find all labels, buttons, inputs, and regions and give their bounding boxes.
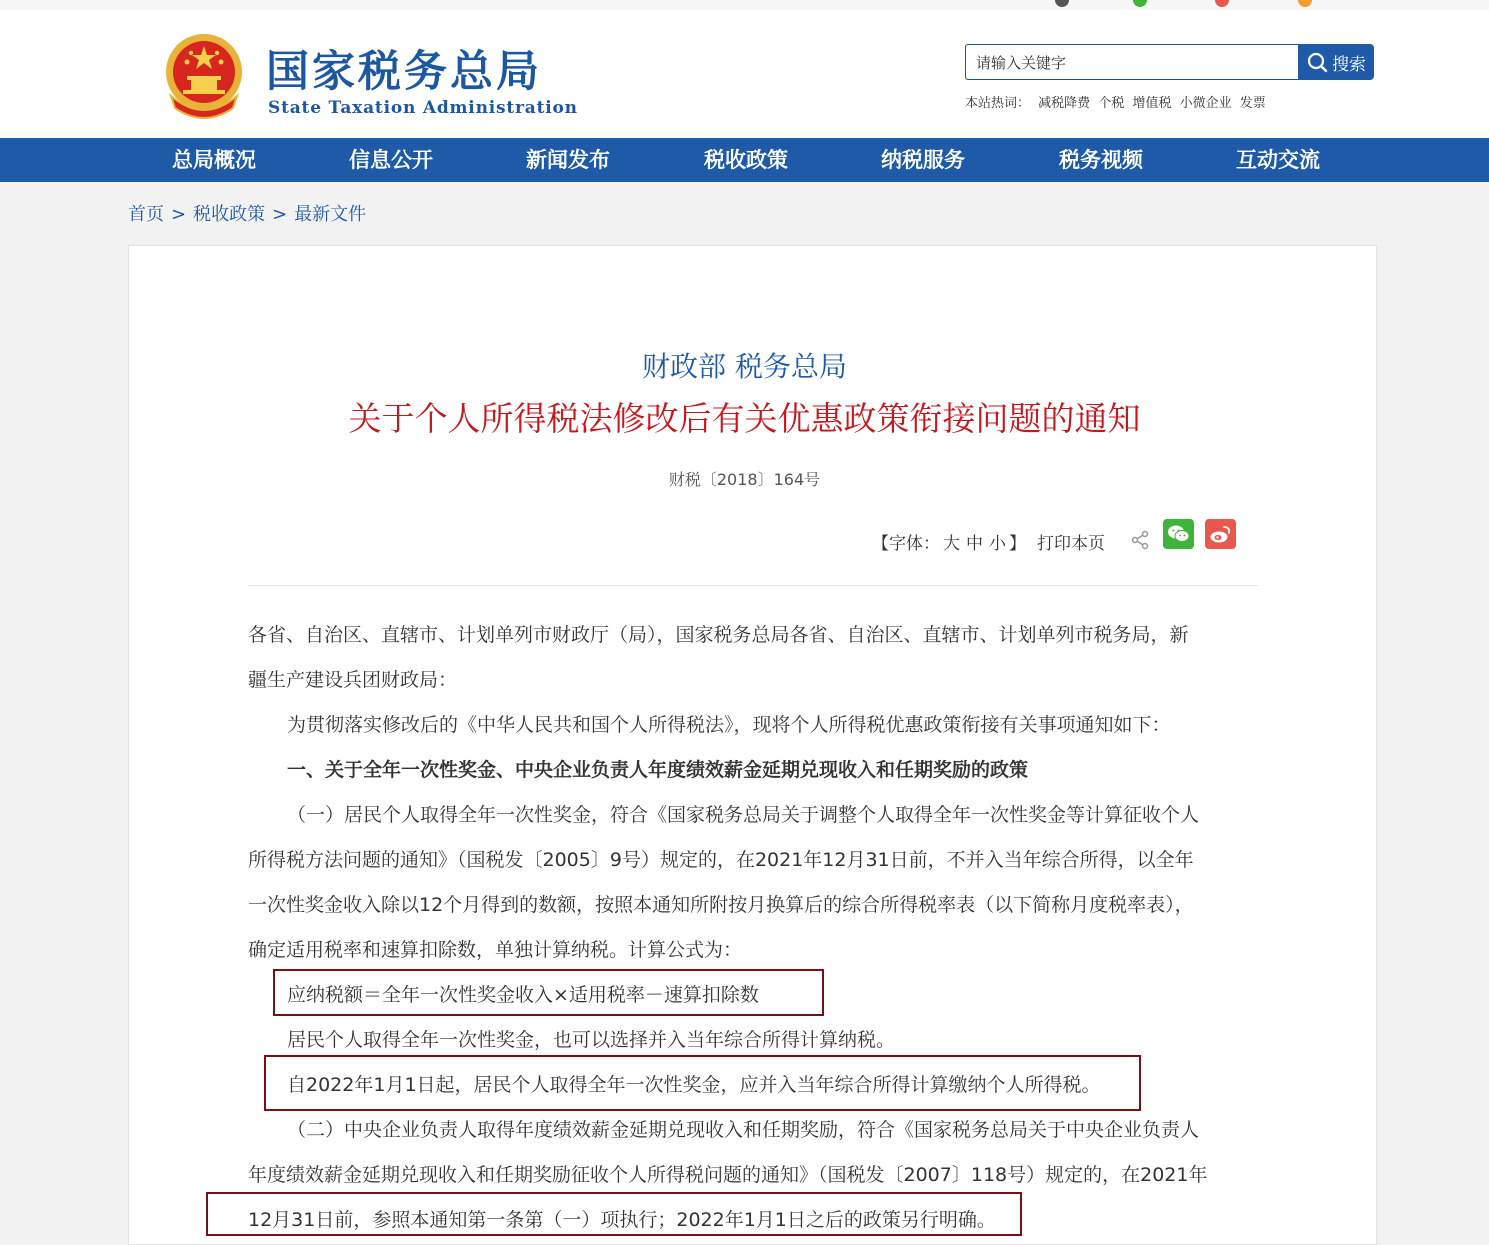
nav-item-video[interactable]: 税务视频 — [1059, 148, 1143, 172]
highlight-box — [206, 1192, 1022, 1236]
body-line: 自2022年1月1日起，居民个人取得全年一次性奖金，应并入当年综合所得计算缴纳个人所得税。 — [287, 1074, 1101, 1096]
site-header — [0, 10, 1489, 138]
body-line: 为贯彻落实修改后的《中华人民共和国个人所得税法》，现将个人所得税优惠政策衔接有关事项通知如下： — [287, 714, 1171, 736]
search-icon — [1306, 51, 1328, 73]
nav-item-tax-service[interactable]: 纳税服务 — [881, 148, 965, 172]
top-icon-3[interactable] — [1215, 0, 1229, 7]
main-nav — [0, 138, 1489, 182]
breadcrumb — [128, 200, 366, 226]
hot-keyword[interactable]: 个税 — [1098, 96, 1125, 111]
font-size-large-button[interactable]: 大 — [943, 533, 960, 554]
body-line: （二）中央企业负责人取得年度绩效薪金延期兑现收入和任期奖励，符合《国家税务总局关于中央企业负责人 — [287, 1119, 1200, 1141]
search-box — [965, 44, 1298, 80]
nav-item-interaction[interactable]: 互动交流 — [1236, 148, 1320, 172]
search-button-label: 搜索 — [1332, 54, 1366, 75]
body-line: 确定适用税率和速算扣除数，单独计算纳税。计算公式为： — [248, 939, 743, 961]
breadcrumb-latest-docs[interactable]: 最新文件 — [294, 204, 367, 225]
body-line: 一次性奖金收入除以12个月得到的数额，按照本通知所附按月换算后的综合所得税率表（以下简称月度税率表）， — [248, 894, 1194, 916]
highlight-box — [273, 969, 824, 1016]
top-icon-2[interactable] — [1133, 0, 1147, 7]
breadcrumb-tax-policy[interactable]: 税收政策 — [193, 204, 266, 225]
brand-name-en[interactable]: State Taxation Administration — [268, 98, 578, 118]
article-issuer: 财政部 税务总局 — [642, 350, 847, 383]
breadcrumb-separator: > — [171, 204, 187, 225]
hot-keyword[interactable]: 发票 — [1239, 96, 1266, 111]
body-line: 12月31日前，参照本通知第一条第（一）项执行；2022年1月1日之后的政策另行明确。 — [248, 1209, 996, 1231]
body-line: 疆生产建设兵团财政局： — [248, 669, 458, 691]
hot-keyword[interactable]: 增值税 — [1132, 96, 1172, 111]
weibo-share-icon[interactable] — [1205, 519, 1236, 549]
weibo-glyph-icon — [1205, 519, 1236, 549]
highlight-box — [264, 1055, 1141, 1111]
font-tools-suffix: 】 — [1009, 533, 1026, 554]
top-icon-4[interactable] — [1298, 0, 1312, 7]
document-number: 财税〔2018〕164号 — [668, 470, 821, 489]
nav-item-disclosure[interactable]: 信息公开 — [349, 148, 433, 172]
body-line: 年度绩效薪金延期兑现收入和任期奖励征收个人所得税问题的通知》（国税发〔2007〕118号）规定的，在2021年 — [248, 1164, 1208, 1186]
nav-item-overview[interactable]: 总局概况 — [172, 148, 256, 172]
body-line: （一）居民个人取得全年一次性奖金，符合《国家税务总局关于调整个人取得全年一次性奖金等计算征收个人 — [287, 804, 1200, 826]
nav-item-tax-policy[interactable]: 税收政策 — [704, 148, 788, 172]
print-page-button[interactable]: 打印本页 — [1037, 534, 1105, 554]
body-line: 居民个人取得全年一次性奖金，也可以选择并入当年综合所得计算纳税。 — [287, 1029, 896, 1051]
header-divider — [248, 585, 1258, 586]
body-line: 各省、自治区、直辖市、计划单列市财政厅（局），国家税务总局各省、自治区、直辖市、计划单列市税务局，新 — [248, 624, 1189, 646]
hot-keyword[interactable]: 小微企业 — [1179, 96, 1232, 111]
font-tools-prefix: 【字体： — [872, 533, 940, 554]
font-size-small-button[interactable]: 小 — [989, 533, 1006, 554]
hot-keywords — [965, 92, 1270, 111]
hot-keywords-label: 本站热词： — [965, 96, 1031, 111]
body-line: 所得税方法问题的通知》（国税发〔2005〕9号）规定的，在2021年12月31日前，不并入当年综合所得，以全年 — [248, 849, 1194, 871]
breadcrumb-separator: > — [272, 204, 288, 225]
formula-line: 应纳税额＝全年一次性奖金收入×适用税率－速算扣除数 — [287, 984, 759, 1006]
brand-name-cn[interactable]: 国家税务总局 — [266, 47, 542, 97]
wechat-glyph-icon — [1163, 519, 1194, 549]
top-icon-1[interactable] — [1055, 0, 1069, 7]
wechat-share-icon[interactable] — [1163, 519, 1194, 549]
hot-keyword[interactable]: 减税降费 — [1038, 96, 1091, 111]
search-input[interactable] — [974, 51, 1288, 75]
font-size-medium-button[interactable]: 中 — [966, 533, 983, 554]
article-title: 关于个人所得税法修改后有关优惠政策衔接问题的通知 — [348, 399, 1141, 438]
national-emblem-icon[interactable] — [163, 32, 245, 124]
breadcrumb-home[interactable]: 首页 — [128, 204, 164, 225]
share-icon[interactable] — [1130, 530, 1150, 550]
section-heading: 一、关于全年一次性奖金、中央企业负责人年度绩效薪金延期兑现收入和任期奖励的政策 — [287, 759, 1029, 781]
font-size-tools — [872, 526, 1026, 556]
nav-item-news[interactable]: 新闻发布 — [526, 148, 610, 172]
search-button[interactable] — [1298, 44, 1374, 80]
